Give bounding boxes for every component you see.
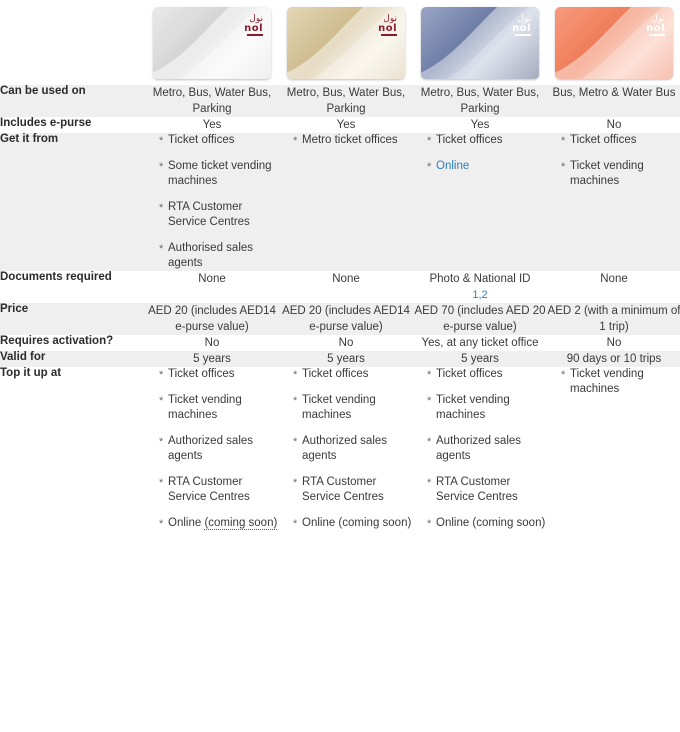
cell-can-be-used-on-red: Bus, Metro & Water Bus xyxy=(547,85,680,117)
gold-card-cell xyxy=(279,0,413,85)
list-item: * Authorised sales agents xyxy=(159,241,279,271)
list-item: * Ticket offices xyxy=(427,367,547,382)
list-item: * Ticket vending machines xyxy=(561,367,680,397)
row-label-valid-for: Valid for xyxy=(0,351,145,367)
row-label-top-it-up-at: Top it up at xyxy=(0,367,145,531)
documents-required-blue-text: Photo & National ID xyxy=(429,273,531,285)
cell-valid-for-blue: 5 years xyxy=(413,351,547,367)
cell-documents-required-red: None xyxy=(547,271,680,303)
cell-can-be-used-on-blue: Metro, Bus, Water Bus, Parking xyxy=(413,85,547,117)
list-item: * Ticket offices xyxy=(159,133,279,148)
row-get-it-from xyxy=(0,133,680,271)
cell-price-blue: AED 70 (includes AED 20 e-purse value) xyxy=(414,305,546,333)
cell-top-it-up-gold xyxy=(279,367,413,531)
cell-includes-epurse-blue: Yes xyxy=(413,117,547,133)
blue-card-cell xyxy=(413,0,547,85)
logo-underline xyxy=(247,34,263,36)
cell-top-it-up-silver xyxy=(145,367,279,531)
logo-underline xyxy=(381,34,397,36)
row-label-can-be-used-on: Can be used on xyxy=(0,85,145,117)
cell-documents-required-blue xyxy=(413,271,547,303)
cell-includes-epurse-gold: Yes xyxy=(279,117,413,133)
empty-corner-cell xyxy=(0,0,145,85)
coming-soon-spellcheck: (coming soon) xyxy=(204,517,278,529)
list-item: * Authorized sales agents xyxy=(159,434,279,464)
row-label-price: Price xyxy=(0,303,145,335)
cell-price-silver: AED 20 (includes AED14 e-purse value) xyxy=(145,303,279,335)
red-nol-card-image xyxy=(555,7,673,79)
list-item: * Some ticket vending machines xyxy=(159,159,279,189)
documents-required-footnote[interactable]: 1,2 xyxy=(472,289,488,301)
silver-nol-card-image xyxy=(153,7,271,79)
cell-documents-required-silver: None xyxy=(145,271,279,303)
row-documents-required xyxy=(0,271,680,303)
red-card-cell xyxy=(547,0,680,85)
silver-card-cell xyxy=(145,0,279,85)
cell-requires-activation-red: No xyxy=(547,335,680,351)
gold-nol-card-image xyxy=(287,7,405,79)
top-up-list-blue xyxy=(427,367,547,531)
cell-requires-activation-blue: Yes, at any ticket office xyxy=(413,335,547,351)
top-up-list-silver xyxy=(159,367,279,531)
row-requires-activation xyxy=(0,335,680,351)
cell-can-be-used-on-silver: Metro, Bus, Water Bus, Parking xyxy=(145,85,279,117)
row-label-includes-epurse: Includes e-purse xyxy=(0,117,145,133)
blue-nol-card-image xyxy=(421,7,539,79)
list-item: * Authorized sales agents xyxy=(427,434,547,464)
row-price xyxy=(0,303,680,335)
list-item: * Ticket offices xyxy=(159,367,279,382)
list-item: * RTA Customer Service Centres xyxy=(159,475,279,505)
card-image-row xyxy=(0,0,680,85)
cell-get-it-from-silver xyxy=(145,133,279,271)
cell-includes-epurse-silver: Yes xyxy=(145,117,279,133)
list-item: * Ticket vending machines xyxy=(561,159,680,189)
cell-includes-epurse-red: No xyxy=(547,117,680,133)
cell-get-it-from-blue xyxy=(413,133,547,271)
list-item-online-coming-soon xyxy=(159,516,279,531)
cell-top-it-up-red xyxy=(547,367,680,531)
nol-logo: نول nol xyxy=(244,13,263,34)
list-item: * RTA Customer Service Centres xyxy=(159,200,279,230)
row-label-documents-required: Documents required xyxy=(0,271,145,303)
list-item: * Ticket vending machines xyxy=(427,393,547,423)
list-item: * Authorized sales agents xyxy=(293,434,413,464)
online-link[interactable]: Online xyxy=(436,160,470,172)
cell-top-it-up-blue xyxy=(413,367,547,531)
list-item: * Ticket offices xyxy=(427,133,547,148)
list-item: * Ticket offices xyxy=(293,367,413,382)
cell-valid-for-red: 90 days or 10 trips xyxy=(547,351,680,367)
list-item: * RTA Customer Service Centres xyxy=(427,475,547,505)
row-label-requires-activation: Requires activation? xyxy=(0,335,145,351)
cell-get-it-from-gold xyxy=(279,133,413,271)
get-it-from-list-gold xyxy=(293,133,413,148)
cell-price-gold: AED 20 (includes AED14 e-purse value) xyxy=(279,303,413,335)
row-label-get-it-from: Get it from xyxy=(0,133,145,271)
list-item: * Metro ticket offices xyxy=(293,133,413,148)
list-item: * Online (coming soon) xyxy=(427,516,547,531)
nol-logo: نول nol xyxy=(646,13,665,34)
top-up-list-gold xyxy=(293,367,413,531)
cell-can-be-used-on-gold: Metro, Bus, Water Bus, Parking xyxy=(279,85,413,117)
cell-valid-for-gold: 5 years xyxy=(279,351,413,367)
row-top-it-up-at xyxy=(0,367,680,531)
get-it-from-list-red xyxy=(561,133,680,189)
list-item: * Ticket offices xyxy=(561,133,680,148)
logo-underline xyxy=(515,34,531,36)
cell-valid-for-silver: 5 years xyxy=(145,351,279,367)
logo-underline xyxy=(649,34,665,36)
list-item: * Ticket vending machines xyxy=(159,393,279,423)
get-it-from-list-blue xyxy=(427,133,547,174)
list-item: * RTA Customer Service Centres xyxy=(293,475,413,505)
list-item-online[interactable] xyxy=(427,159,547,174)
cell-documents-required-gold: None xyxy=(279,271,413,303)
row-valid-for xyxy=(0,351,680,367)
top-up-list-red xyxy=(561,367,680,397)
cell-requires-activation-gold: No xyxy=(279,335,413,351)
online-prefix: Online xyxy=(168,517,205,529)
cell-get-it-from-red xyxy=(547,133,680,271)
nol-logo: نول nol xyxy=(378,13,397,34)
nol-logo: نول nol xyxy=(512,13,531,34)
list-item: * Online (coming soon) xyxy=(293,516,413,531)
cell-price-red: AED 2 (with a minimum of 1 trip) xyxy=(547,305,680,333)
get-it-from-list-silver xyxy=(159,133,279,271)
row-includes-epurse xyxy=(0,117,680,133)
cell-requires-activation-silver: No xyxy=(145,335,279,351)
row-can-be-used-on xyxy=(0,85,680,117)
list-item: * Ticket vending machines xyxy=(293,393,413,423)
